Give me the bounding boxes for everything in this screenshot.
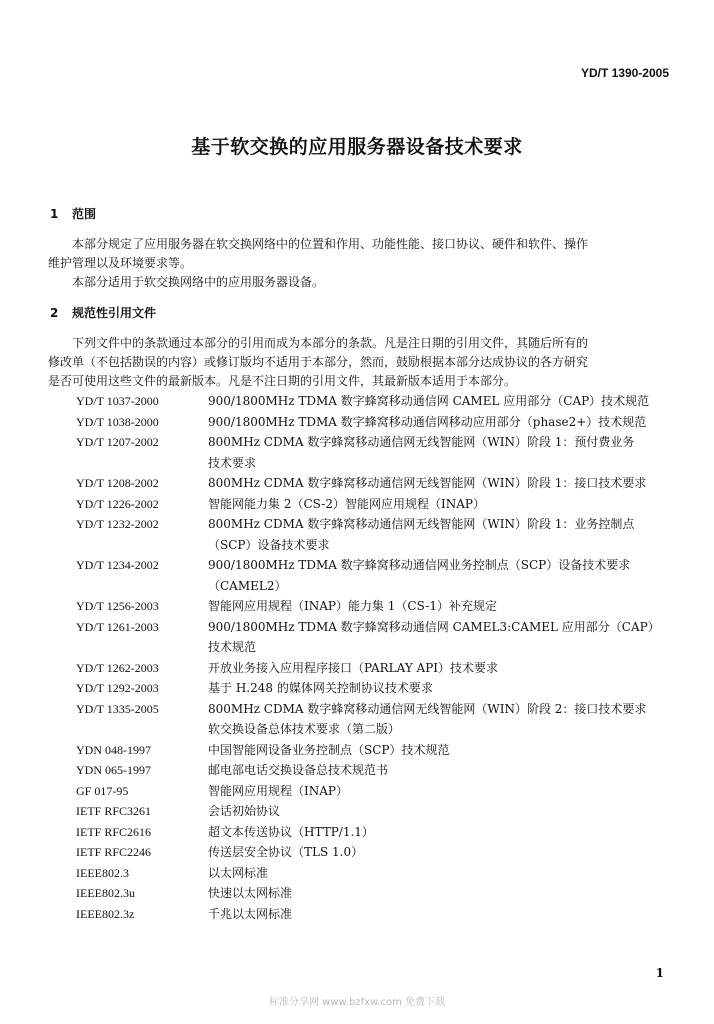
reference-title-line: 技术规范 xyxy=(208,640,257,654)
reference-title-line: 智能网应用规程（INAP） xyxy=(208,783,348,798)
reference-title xyxy=(208,699,670,720)
reference-code: YD/T 1262-2003 xyxy=(76,660,159,675)
reference-title-line: 软交换设备总体技术要求（第二版） xyxy=(208,722,401,736)
reference-item xyxy=(48,781,670,802)
reference-title xyxy=(208,412,670,433)
reference-code xyxy=(48,719,208,740)
reference-code: IETF RFC2246 xyxy=(76,845,152,859)
reference-title-line: 800MHz CDMA 数字蜂窝移动通信网无线智能网（WIN）阶段 1：接口技术要求 xyxy=(208,476,647,490)
paragraph-line: 下列文件中的条款通过本部分的引用而成为本部分的条款。凡是注日期的引用文件，其随后所有的 xyxy=(72,336,589,350)
reference-title xyxy=(208,863,670,884)
reference-code: IETF RFC2616 xyxy=(76,824,152,839)
reference-title xyxy=(208,555,670,596)
section-title: 范围 xyxy=(72,207,97,221)
reference-title-line: 以太网标准 xyxy=(208,865,269,880)
reference-title-line: （SCP）设备技术要求 xyxy=(208,537,330,552)
watermark: 标准分享网 www.bzfxw.com 免费下载 xyxy=(269,997,445,1008)
reference-title xyxy=(208,596,670,617)
reference-item xyxy=(48,473,670,494)
reference-title-line: 800MHz CDMA 数字蜂窝移动通信网无线智能网（WIN）阶段 2：接口技术要求 xyxy=(208,701,647,716)
paragraph-line: 本部分适用于软交换网络中的应用服务器设备。 xyxy=(72,275,325,289)
reference-code: YD/T 1038-2000 xyxy=(76,414,159,429)
reference-item xyxy=(48,596,670,617)
reference-item xyxy=(48,494,670,515)
paragraph-line: 维护管理以及环境要求等。 xyxy=(48,256,193,270)
reference-title xyxy=(208,842,670,863)
section-1-paragraph-1 xyxy=(48,235,670,273)
reference-code: YDN 048-1997 xyxy=(76,742,151,757)
reference-title-line: 智能网能力集 2（CS-2）智能网应用规程（INAP） xyxy=(208,496,485,511)
section-1-paragraph-2 xyxy=(48,273,670,292)
section-number: 1 xyxy=(50,207,59,221)
reference-code: YD/T 1335-2005 xyxy=(76,701,159,716)
section-1-heading xyxy=(50,205,96,222)
reference-title xyxy=(208,678,670,699)
reference-title-line: 基于 H.248 的媒体网关控制协议技术要求 xyxy=(208,681,433,695)
reference-code: YD/T 1207-2002 xyxy=(76,435,159,449)
paragraph-line: 本部分规定了应用服务器在软交换网络中的位置和作用、功能性能、接口协议、硬件和软件、操作 xyxy=(72,237,589,251)
reference-title xyxy=(208,719,670,740)
reference-list xyxy=(48,391,670,924)
reference-title xyxy=(208,617,670,658)
reference-item xyxy=(48,555,670,596)
reference-title-line: 超文本传送协议（HTTP/1.1） xyxy=(208,824,374,839)
reference-item xyxy=(48,904,670,925)
reference-item xyxy=(48,514,670,555)
reference-title xyxy=(208,822,670,843)
reference-title-line: 千兆以太网标准 xyxy=(208,906,293,921)
reference-item xyxy=(48,863,670,884)
reference-code: YD/T 1226-2002 xyxy=(76,496,159,511)
reference-title-line: 800MHz CDMA 数字蜂窝移动通信网无线智能网（WIN）阶段 1：业务控制点 xyxy=(208,517,635,531)
reference-title xyxy=(208,432,670,473)
standard-code: YD/T 1390-2005 xyxy=(580,66,669,80)
reference-item xyxy=(48,760,670,781)
reference-title xyxy=(208,801,670,822)
reference-title-line: 900/1800MHz TDMA 数字蜂窝移动通信网移动应用部分（phase2+）技术规范 xyxy=(208,414,647,429)
reference-code: IEEE802.3u xyxy=(76,886,135,900)
reference-item xyxy=(48,412,670,433)
reference-title-line: 邮电部电话交换设备总技术规范书 xyxy=(208,763,389,777)
reference-item xyxy=(48,432,670,473)
reference-title xyxy=(208,781,670,802)
reference-title xyxy=(208,514,670,555)
reference-code: IETF RFC3261 xyxy=(76,804,152,818)
reference-title-line: 900/1800MHz TDMA 数字蜂窝移动通信网业务控制点（SCP）设备技术要求 xyxy=(208,558,631,572)
reference-code: YD/T 1208-2002 xyxy=(76,476,159,490)
reference-title xyxy=(208,740,670,761)
reference-title-line: 开放业务接入应用程序接口（PARLAY API）技术要求 xyxy=(208,660,499,675)
reference-code: YD/T 1256-2003 xyxy=(76,599,159,613)
reference-item xyxy=(48,699,670,720)
reference-title xyxy=(208,473,670,494)
reference-title-line: 技术要求 xyxy=(208,455,257,470)
reference-title xyxy=(208,494,670,515)
reference-title xyxy=(208,391,670,412)
section-2-heading xyxy=(50,304,156,321)
reference-item xyxy=(48,883,670,904)
section-number: 2 xyxy=(50,306,59,320)
reference-code: YD/T 1232-2002 xyxy=(76,517,159,531)
reference-title xyxy=(208,658,670,679)
reference-code: YD/T 1261-2003 xyxy=(76,619,159,634)
paragraph-line: 是否可使用这些文件的最新版本。凡是不注日期的引用文件，其最新版本适用于本部分。 xyxy=(48,374,517,388)
section-title: 规范性引用文件 xyxy=(72,306,157,320)
reference-title-line: 900/1800MHz TDMA 数字蜂窝移动通信网 CAMEL 应用部分（CAP）技术规范 xyxy=(208,394,650,408)
reference-title-line: 传送层安全协议（TLS 1.0） xyxy=(208,845,364,859)
reference-item xyxy=(48,678,670,699)
reference-item xyxy=(48,617,670,658)
reference-title-line: 800MHz CDMA 数字蜂窝移动通信网无线智能网（WIN）阶段 1：预付费业务 xyxy=(208,435,635,449)
reference-item xyxy=(48,719,670,740)
reference-title-line: 中国智能网设备业务控制点（SCP）技术规范 xyxy=(208,742,450,757)
reference-title-line: 会话初始协议 xyxy=(208,804,281,818)
reference-item xyxy=(48,842,670,863)
reference-code: YD/T 1292-2003 xyxy=(76,681,159,695)
reference-code: IEEE802.3 xyxy=(76,865,129,880)
reference-item xyxy=(48,740,670,761)
reference-title xyxy=(208,883,670,904)
reference-code: YD/T 1037-2000 xyxy=(76,394,159,408)
document-title: 基于软交换的应用服务器设备技术要求 xyxy=(191,136,523,158)
reference-title-line: （CAMEL2） xyxy=(208,578,287,593)
section-2-paragraph-1 xyxy=(48,334,670,391)
reference-title xyxy=(208,904,670,925)
reference-item xyxy=(48,822,670,843)
reference-title-line: 智能网应用规程（INAP）能力集 1（CS-1）补充规定 xyxy=(208,599,497,613)
reference-code: GF 017-95 xyxy=(76,783,129,798)
reference-item xyxy=(48,658,670,679)
reference-title-line: 快速以太网标准 xyxy=(208,886,293,900)
page-number: 1 xyxy=(655,966,664,980)
reference-title xyxy=(208,760,670,781)
paragraph-line: 修改单（不包括勘误的内容）或修订版均不适用于本部分，然而，鼓励根据本部分达成协议的各方研究 xyxy=(48,355,589,369)
reference-code: YDN 065-1997 xyxy=(76,763,151,777)
reference-item xyxy=(48,391,670,412)
reference-title-line: 900/1800MHz TDMA 数字蜂窝移动通信网 CAMEL3:CAMEL 应用部分（CAP） xyxy=(208,619,660,634)
reference-code: IEEE802.3z xyxy=(76,906,135,921)
reference-code: YD/T 1234-2002 xyxy=(76,558,159,572)
reference-item xyxy=(48,801,670,822)
